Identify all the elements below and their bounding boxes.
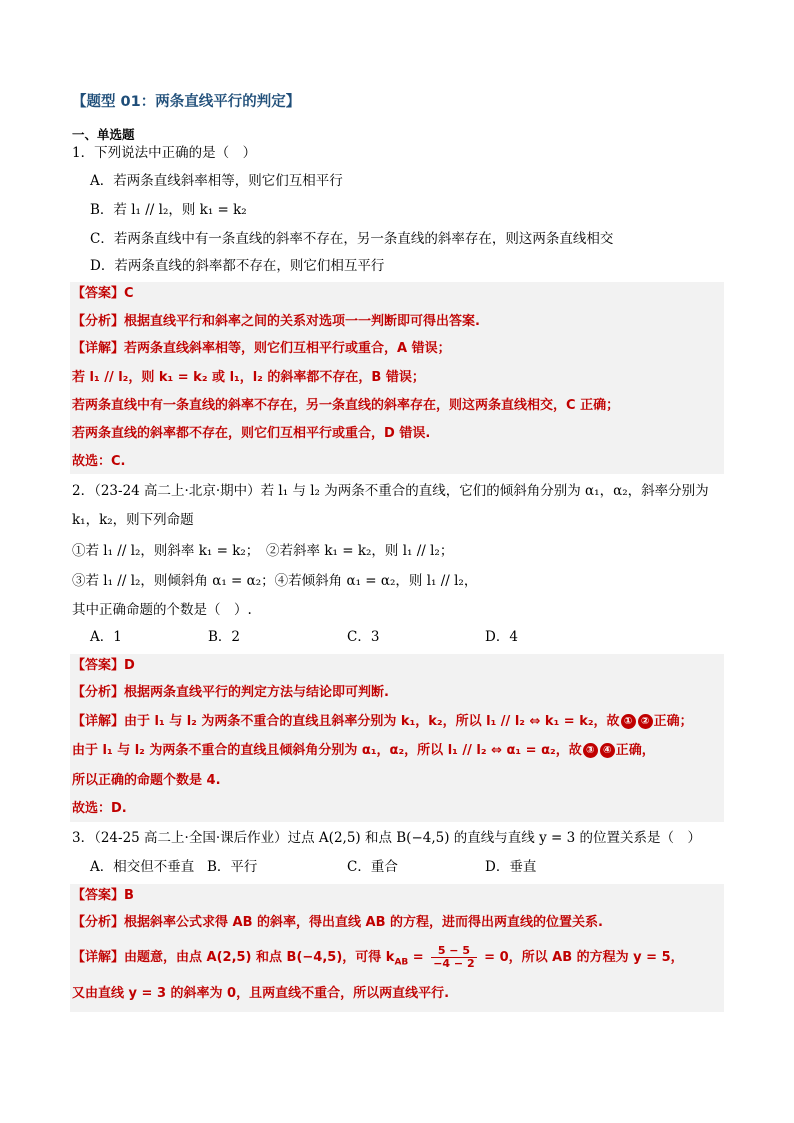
q3-detail-1 bbox=[72, 944, 684, 977]
q2-option-b: B．2 bbox=[208, 629, 241, 645]
slope-fraction bbox=[431, 945, 476, 970]
q2-choice: 故选：D. bbox=[72, 801, 127, 816]
q2-detail-1 bbox=[72, 713, 693, 731]
q2-stem-1: 2．（23-24 高二上·北京·期中）若 l₁ 与 l₂ 为两条不重合的直线，它们的倾斜角分别为 α₁，α₂，斜率分别为 bbox=[72, 483, 709, 499]
q2-detail-1-end: 正确； bbox=[653, 714, 693, 729]
q1-analysis: 【分析】根据直线平行和斜率之间的关系对选项一一判断即可得出答案. bbox=[72, 314, 480, 329]
q3-slope-subscript: AB bbox=[394, 957, 409, 968]
circled-number-1: ① bbox=[621, 714, 636, 729]
q1-detail-1: 【详解】若两条直线斜率相等，则它们互相平行或重合，A 错误； bbox=[72, 341, 451, 356]
q3-detail-1-text: 【详解】由题意，由点 A(2,5) 和点 B(−4,5)，可得 k bbox=[72, 950, 395, 965]
q1-choice: 故选：C. bbox=[72, 454, 126, 469]
fraction-denominator: −4 − 2 bbox=[433, 957, 475, 970]
q2-analysis: 【分析】根据两条直线平行的判定方法与结论即可判断. bbox=[72, 685, 389, 700]
q2-stem-2: k₁，k₂，则下列命题 bbox=[72, 512, 194, 528]
q2-propositions-2: ③若 l₁ // l₂，则倾斜角 α₁ = α₂；④若倾斜角 α₁ = α₂，则 l₁ // l₂， bbox=[72, 573, 478, 589]
q2-option-d: D．4 bbox=[485, 629, 518, 645]
q3-stem: 3．（24-25 高二上·全国·课后作业）过点 A(2,5) 和点 B(−4,5) 的直线与直线 y = 3 的位置关系是（ ） bbox=[72, 830, 701, 846]
q3-option-b: B．平行 bbox=[207, 859, 258, 875]
q1-option-b: B．若 l₁ // l₂，则 k₁ = k₂ bbox=[90, 202, 247, 218]
q2-detail-2-end: 正确， bbox=[615, 743, 655, 758]
q2-detail-3: 所以正确的命题个数是 4. bbox=[72, 773, 221, 788]
q2-option-a: A．1 bbox=[90, 629, 122, 645]
q2-detail-2 bbox=[72, 742, 655, 760]
topic-heading: 【题型 01：两条直线平行的判定】 bbox=[72, 94, 301, 110]
q3-detail-1-end: = 0，所以 AB 的方程为 y = 5， bbox=[479, 950, 684, 965]
q1-option-c: C．若两条直线中有一条直线的斜率不存在，另一条直线的斜率存在，则这两条直线相交 bbox=[90, 231, 614, 247]
q1-detail-3: 若两条直线中有一条直线的斜率不存在，另一条直线的斜率存在，则这两条直线相交，C 正确； bbox=[72, 398, 620, 413]
q3-analysis: 【分析】根据斜率公式求得 AB 的斜率，得出直线 AB 的方程，进而得出两直线的位置关系. bbox=[72, 915, 603, 930]
q1-option-d: D．若两条直线的斜率都不存在，则它们相互平行 bbox=[90, 258, 385, 274]
section-heading: 一、单选题 bbox=[72, 127, 135, 142]
fraction-numerator: 5 − 5 bbox=[431, 945, 476, 958]
circled-number-2: ② bbox=[638, 714, 653, 729]
q1-option-a: A．若两条直线斜率相等，则它们互相平行 bbox=[90, 173, 343, 189]
circled-number-3: ③ bbox=[583, 743, 598, 758]
q3-detail-2: 又由直线 y = 3 的斜率为 0，且两直线不重合，所以两直线平行. bbox=[72, 986, 450, 1001]
q2-propositions-1: ①若 l₁ // l₂，则斜率 k₁ = k₂； ②若斜率 k₁ = k₂，则 l₁ // l₂； bbox=[72, 543, 454, 559]
q3-equals: = bbox=[408, 950, 429, 965]
q2-option-c: C．3 bbox=[347, 629, 380, 645]
q3-option-d: D．垂直 bbox=[485, 859, 537, 875]
circled-number-4: ④ bbox=[600, 743, 615, 758]
q1-detail-4: 若两条直线的斜率都不存在，则它们互相平行或重合，D 错误. bbox=[72, 426, 431, 441]
q1-detail-2: 若 l₁ // l₂，则 k₁ = k₂ 或 l₁，l₂ 的斜率都不存在，B 错误； bbox=[72, 370, 425, 385]
q2-answer: 【答案】D bbox=[72, 658, 135, 673]
q1-stem: 1．下列说法中正确的是（ ） bbox=[72, 145, 257, 161]
q2-detail-1-text: 【详解】由于 l₁ 与 l₂ 为两条不重合的直线且斜率分别为 k₁，k₂，所以 l₁ // l₂ ⇔ k₁ = k₂，故 bbox=[72, 714, 620, 729]
q3-option-a: A．相交但不垂直 bbox=[90, 859, 195, 875]
q3-answer: 【答案】B bbox=[72, 888, 134, 903]
q3-option-c: C．重合 bbox=[347, 859, 398, 875]
q2-solution-box bbox=[70, 654, 724, 822]
q2-stem-3: 其中正确命题的个数是（ ）. bbox=[72, 602, 252, 618]
q1-answer: 【答案】C bbox=[72, 286, 134, 301]
q2-detail-2-text: 由于 l₁ 与 l₂ 为两条不重合的直线且倾斜角分别为 α₁，α₂，所以 l₁ // l₂ ⇔ α₁ = α₂，故 bbox=[72, 743, 582, 758]
